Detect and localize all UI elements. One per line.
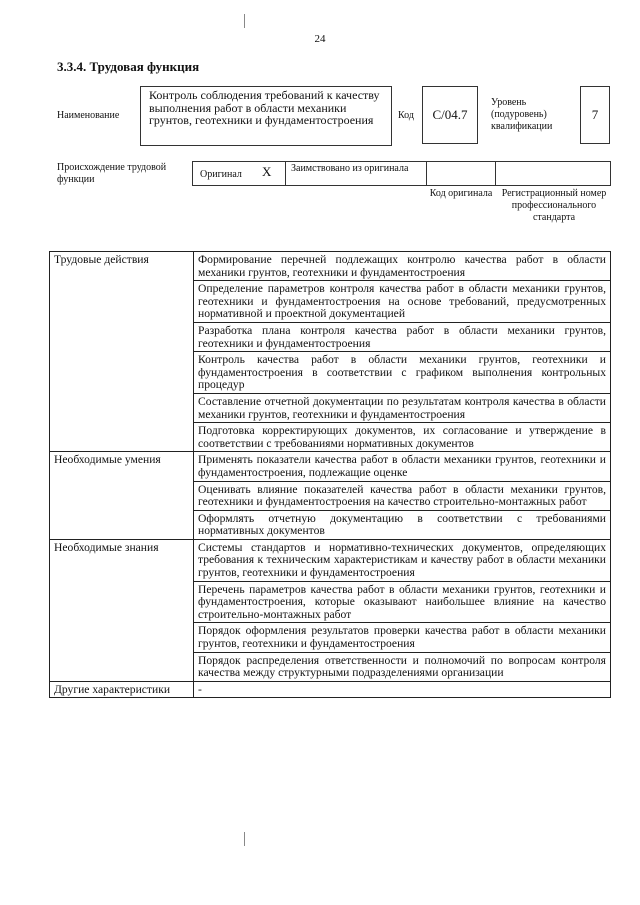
section-title: 3.3.4. Трудовая функция	[57, 59, 200, 74]
original-cell	[193, 162, 286, 185]
code-value: С/04.7	[432, 107, 468, 122]
reg-number-caption: Регистрационный номер профессионального стандарта	[501, 188, 607, 223]
requirement-cell: Оформлять отчетную документацию в соответствии с требованиями нормативных документов	[194, 510, 611, 539]
requirement-cell: Порядок распределения ответственности и полномочий по вопросам контроля качества между структурными подразделениями организации	[194, 652, 611, 681]
level-box	[580, 86, 610, 144]
origin-code-cell	[427, 162, 496, 185]
requirement-cell: Разработка плана контроля качества работ в области механики грунтов, геотехники и фундаментостроения	[194, 322, 611, 351]
table-row	[50, 681, 611, 698]
requirement-cell: Подготовка корректирующих документов, их согласование и утверждение в соответствии с требованиями нормативных документов	[194, 423, 611, 452]
scan-mark-bottom	[244, 832, 245, 846]
code-box	[422, 86, 478, 144]
requirement-cell: Составление отчетной документации по результатам контроля качества в области механики грунтов, геотехники и фундаментостроения	[194, 393, 611, 422]
requirement-cell: Порядок оформления результатов проверки качества работ в области механики грунтов, геотехники и фундаментостроения	[194, 623, 611, 652]
scan-mark-top	[244, 14, 245, 28]
requirement-cell: -	[194, 681, 611, 698]
table-row	[50, 252, 611, 281]
level-value: 7	[591, 107, 599, 122]
name-label: Наименование	[57, 110, 120, 121]
function-name-box	[140, 86, 392, 146]
origin-row	[192, 161, 611, 186]
origin-label: Происхождение трудовой функции	[57, 162, 167, 185]
category-cell: Необходимые знания	[50, 539, 194, 681]
original-mark: X	[262, 164, 272, 179]
page-number: 24	[314, 33, 326, 45]
requirement-cell: Перечень параметров качества работ в области механики грунтов, геотехники и фундаментостроения, которые оказывают наибольшее влияние на качество строительно-монтажных работ	[194, 581, 611, 623]
requirement-cell: Оценивать влияние показателей качества работ в области механики грунтов, геотехники и фундаментостроения на качество строительно-монтажных работ	[194, 481, 611, 510]
requirement-cell: Применять показатели качества работ в области механики грунтов, геотехники и фундаментостроения, подлежащие оценке	[194, 452, 611, 481]
function-details-table	[49, 251, 611, 698]
borrowed-label: Заимствовано из оригинала	[291, 163, 409, 174]
category-cell: Необходимые умения	[50, 452, 194, 540]
origin-code-caption: Код оригинала	[429, 188, 493, 199]
category-cell: Другие характеристики	[50, 681, 194, 698]
table-row	[50, 452, 611, 481]
borrowed-cell	[286, 162, 427, 185]
reg-number-cell	[496, 162, 610, 185]
code-label: Код	[398, 110, 414, 121]
original-label: Оригинал	[200, 169, 242, 180]
requirement-cell: Формирование перечней подлежащих контролю качества работ в области механики грунтов, геотехники и фундаментостроения	[194, 252, 611, 281]
requirement-cell: Определение параметров контроля качества работ в области механики грунтов, геотехники и фундаментостроения на основе требований, предусмотренных нормативной и проектной документацией	[194, 281, 611, 323]
requirement-cell: Контроль качества работ в области механики грунтов, геотехники и фундаментостроения в соответствии с графиком выполнения контрольных процедур	[194, 352, 611, 394]
requirement-cell: Системы стандартов и нормативно-технических документов, определяющих требования к техническим характеристикам и качеству работ в области механики грунтов, геотехники и фундаментостроения	[194, 539, 611, 581]
level-label: Уровень (подуровень) квалификации	[491, 97, 553, 132]
function-name-value: Контроль соблюдения требований к качеству выполнения работ в области механики грунтов, геотехники и фундаментостроения	[149, 88, 380, 127]
table-row	[50, 539, 611, 581]
category-cell: Трудовые действия	[50, 252, 194, 452]
